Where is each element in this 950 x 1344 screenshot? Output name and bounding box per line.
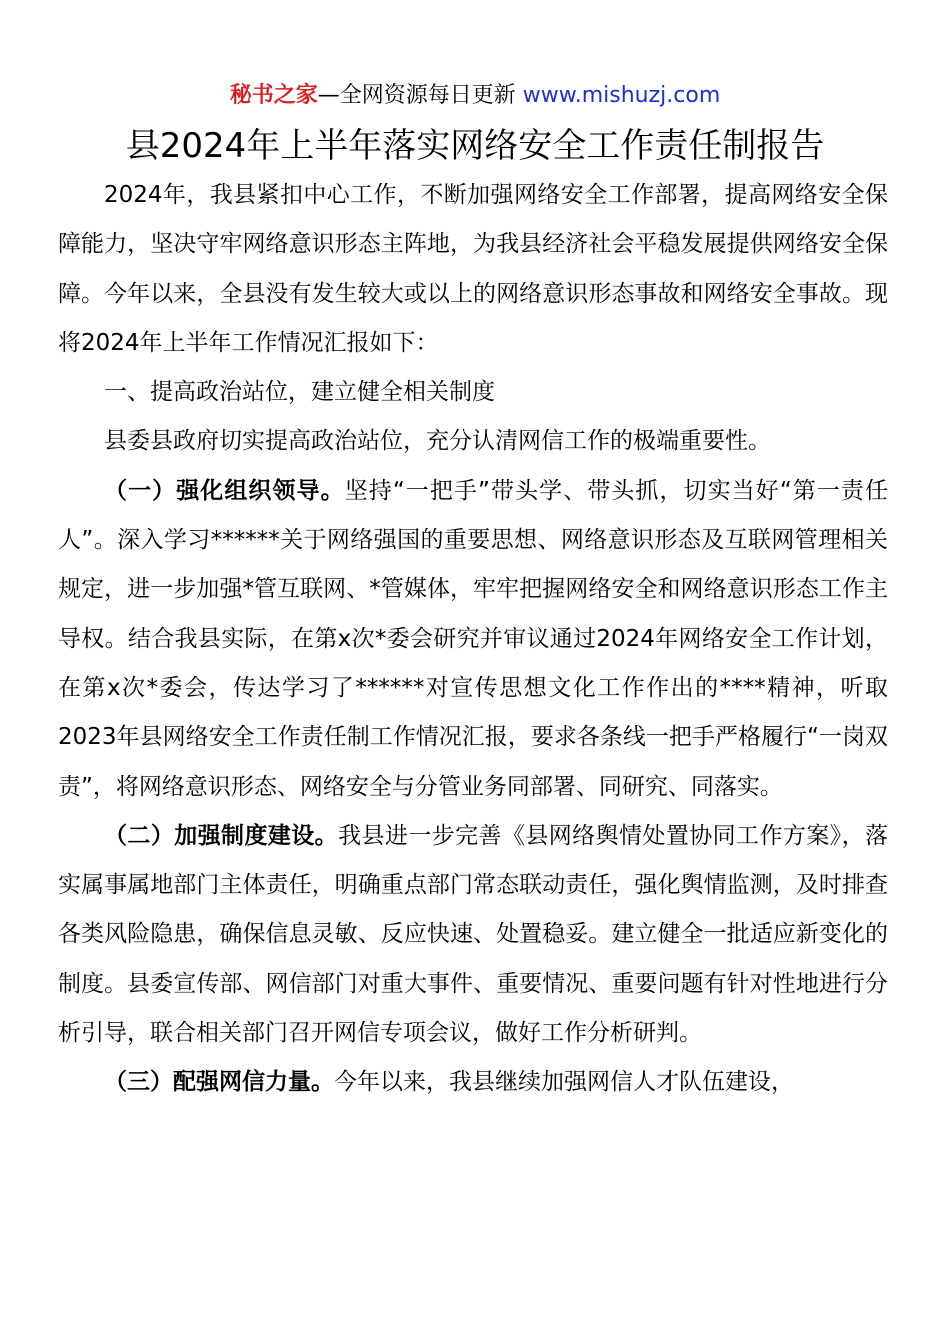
site-header [0,80,950,112]
section-heading: 一、提高政治站位，建立健全相关制度 [104,379,495,406]
item-heading-2: （二）加强制度建设。 [104,822,339,849]
brand-name: 秘书之家 [229,83,318,108]
item-heading-1: （一）强化组织领导。 [104,477,345,504]
section-intro-paragraph: 县委县政府切实提高政治站位，充分认清网信工作的极端重要性。 [104,428,771,455]
document-title: 县2024年上半年落实网络安全工作责任制报告 [125,126,825,166]
item-paragraph-3 [58,1058,888,1107]
intro-paragraph: 2024年，我县紧扣中心工作，不断加强网络安全工作部署，提高网络安全保障能力，坚决守牢网络意识形态主阵地，为我县经济社会平稳发展提供网络安全保障。今年以来，全县没有发生较大或以上的网络意识形态事故和网络安全事故。现将2024年上半年工作情况汇报如下： [58,182,888,356]
item-text-2: 我县进一步完善《县网络舆情处置协同工作方案》，落实属事属地部门主体责任，明确重点部门常态联动责任，强化舆情监测，及时排查各类风险隐患，确保信息灵敏、反应快速、处置稳妥。建立健全一批适应新变化的制度。县委宣传部、网信部门对重大事件、重要情况、重要问题有针对性地进行分析引导，联合相关部门召开网信专项会议，做好工作分析研判。 [58,822,889,1047]
site-url-link[interactable]: www.mishuzj.com [522,83,721,108]
header-tagline: —全网资源每日更新 [317,83,516,108]
item-paragraph-1 [58,467,888,812]
document-body [58,171,888,1108]
item-text-1: 坚持“一把手”带头学、带头抓，切实当好“第一责任人”。深入学习******关于网络强国的重要思想、网络意识形态及互联网管理相关规定，进一步加强*管互联网、*管媒体，牢牢把握网络安全和网络意识形态工作主导权。结合我县实际，在第x次*委会研究并审议通过2024年网络安全工作计划，在第x次*委会，传达学习了******对宣传思想文化工作作出的****精神，听取2023年县网络安全工作责任制工作情况汇报，要求各条线一把手严格履行“一岗双责”，将网络意识形态、网络安全与分管业务同部署、同研究、同落实。 [58,477,889,800]
item-text-3: 今年以来，我县继续加强网信人才队伍建设， [334,1069,794,1096]
item-heading-3: （三）配强网信力量。 [104,1069,334,1096]
item-paragraph-2 [58,812,888,1058]
